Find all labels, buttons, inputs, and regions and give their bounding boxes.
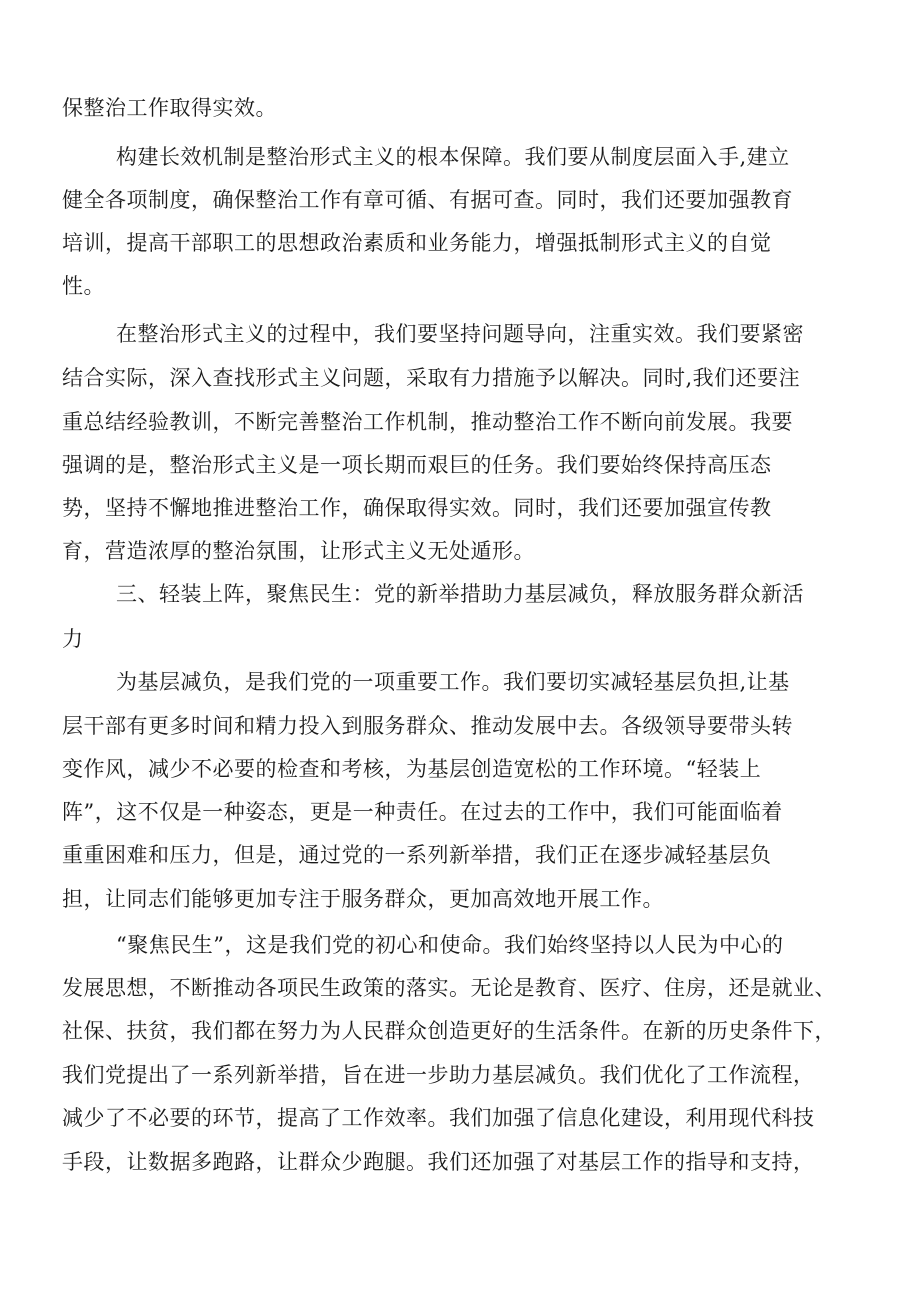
text-line: “聚焦民生”，这是我们党的初心和使命。我们始终坚持以人民为中心的 — [116, 933, 784, 957]
text-line: 健全各项制度，确保整治工作有章可循、有据可查。同时，我们还要加强教育 — [62, 188, 793, 212]
text-line: 担，让同志们能够更加专注于服务群众，更加高效地开展工作。 — [62, 887, 664, 911]
text-line: 培训，提高干部职工的思想政治素质和业务能力，增强抵制形式主义的自觉 — [62, 231, 772, 255]
text-line: 重重困难和压力，但是，通过党的一系列新举措，我们正在逐步减轻基层负 — [62, 843, 772, 867]
text-line: 我们党提出了一系列新举措，旨在进一步助力基层减负。我们优化了工作流程， — [62, 1063, 815, 1087]
text-line: 层干部有更多时间和精力投入到服务群众、推动发展中去。各级领导要带头转 — [62, 714, 793, 738]
text-line: 为基层减负，是我们党的一项重要工作。我们要切实减轻基层负担,让基 — [116, 670, 790, 694]
text-line: 育，营造浓厚的整治氛围，让形式主义无处遁形。 — [62, 539, 535, 563]
text-line: 结合实际，深入查找形式主义问题，采取有力措施予以解决。同时,我们还要注 — [62, 366, 801, 390]
text-line: 发展思想，不断推动各项民生政策的落实。无论是教育、医疗、住房，还是就业、 — [62, 976, 836, 1000]
section-heading: 力 — [62, 627, 84, 651]
section-heading: 三、轻装上阵，聚焦民生：党的新举措助力基层减负，释放服务群众新活 — [116, 582, 804, 606]
text-line: 强调的是，整治形式主义是一项长期而艰巨的任务。我们要始终保持高压态 — [62, 453, 772, 477]
text-line: 阵”，这不仅是一种姿态，更是一种责任。在过去的工作中，我们可能面临着 — [62, 800, 783, 824]
text-line: 重总结经验教训，不断完善整治工作机制，推动整治工作不断向前发展。我要 — [62, 410, 793, 434]
text-line: 势，坚持不懈地推进整治工作，确保取得实效。同时，我们还要加强宣传教 — [62, 496, 772, 520]
text-line: 手段，让数据多跑路，让群众少跑腿。我们还加强了对基层工作的指导和支持， — [62, 1150, 815, 1174]
text-line: 性。 — [62, 274, 105, 298]
text-line: 在整治形式主义的过程中，我们要坚持问题导向，注重实效。我们要紧密 — [116, 322, 804, 346]
text-line: 保整治工作取得实效。 — [62, 96, 277, 120]
text-line: 社保、扶贫，我们都在努力为人民群众创造更好的生活条件。在新的历史条件下， — [62, 1019, 836, 1043]
text-line: 变作风，减少不必要的检查和考核，为基层创造宽松的工作环境。“轻装上 — [62, 757, 762, 781]
text-line: 减少了不必要的环节，提高了工作效率。我们加强了信息化建设，利用现代科技 — [62, 1106, 815, 1130]
text-line: 构建长效机制是整治形式主义的根本保障。我们要从制度层面入手,建立 — [116, 145, 790, 169]
